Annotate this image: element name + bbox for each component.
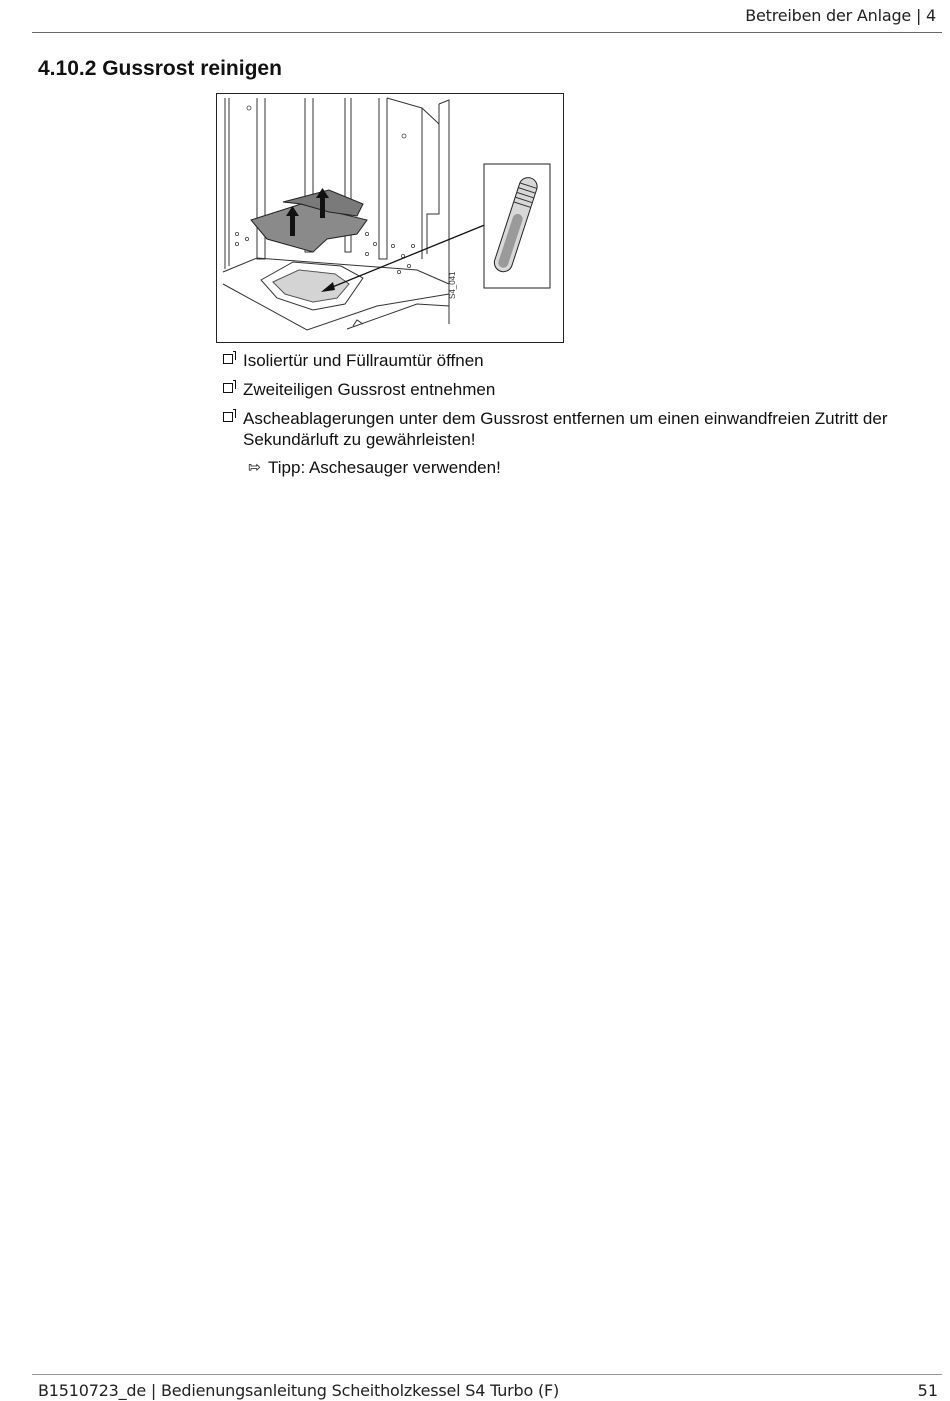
header-divider (32, 32, 942, 33)
running-header: Betreiben der Anlage | 4 (745, 6, 936, 25)
step-text: Isoliertür und Füllraumtür öffnen (243, 351, 484, 370)
step-text: Ascheablagerungen unter dem Gussrost entfernen um einen einwandfreien Zutritt der Sekundärluft zu gewährleisten! (243, 409, 888, 449)
footer-document-title: B1510723_de | Bedienungsanleitung Scheitholzkessel S4 Turbo (F) (38, 1381, 560, 1400)
tip-text: Tipp: Aschesauger verwenden! (268, 458, 501, 477)
footer-divider (32, 1374, 942, 1375)
checkbox-bullet-icon (223, 383, 233, 393)
page-number: 51 (917, 1381, 938, 1400)
checkbox-bullet-icon (223, 354, 233, 364)
boiler-firebox-drawing (217, 94, 563, 342)
section-title: 4.10.2 Gussrost reinigen (38, 57, 282, 80)
list-item (222, 408, 942, 450)
tip-item (222, 457, 942, 478)
step-text: Zweiteiligen Gussrost entnehmen (243, 380, 496, 399)
list-item (222, 350, 942, 371)
instruction-list (222, 350, 942, 478)
checkbox-bullet-icon (223, 412, 233, 422)
list-item (222, 379, 942, 400)
grate-illustration (216, 93, 564, 343)
figure-code: S4_041 (448, 271, 457, 299)
result-arrow-icon: ⇰ (248, 459, 261, 476)
